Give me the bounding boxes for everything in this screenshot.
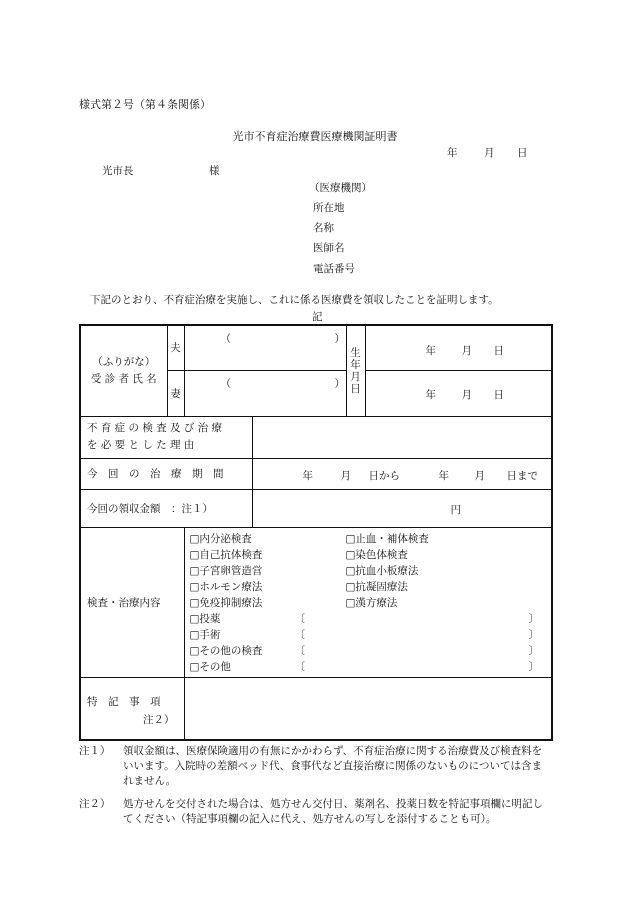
check-hormone[interactable]: □ホルモン療法 xyxy=(189,580,263,593)
reason-field[interactable] xyxy=(252,416,552,458)
check-endocrine[interactable]: □内分泌検査 xyxy=(189,532,252,545)
institution-heading: （医療機関） xyxy=(309,182,372,194)
wife-furigana-close: ） xyxy=(334,377,345,390)
husband-label: 夫 xyxy=(167,325,184,370)
check-kampo[interactable]: □漢方療法 xyxy=(345,596,398,609)
check-surgery[interactable]: □手術 xyxy=(189,628,221,641)
institution-doctor-label: 医師名 xyxy=(313,242,345,254)
surgery-bracket-open: 〔 xyxy=(294,628,305,641)
reason-label: 不 育 症 の 検 査 及 び 治 療 を 必 要 と し た 理 由 xyxy=(80,416,252,458)
institution-name-label: 名称 xyxy=(313,222,334,234)
note-1 xyxy=(79,744,549,789)
other-bracket-open: 〔 xyxy=(294,660,305,673)
other-bracket-close: 〕 xyxy=(528,660,539,673)
wife-label: 妻 xyxy=(167,370,184,416)
husband-furigana-open: （ xyxy=(220,333,231,345)
birthdate-label: 生 年 月 日 xyxy=(346,325,365,416)
note-2-text: 処方せんを交付された場合は、処方せん交付日、薬剤名、投薬日数を特記事項欄に明記してください（特記事項欄の記入に代え、処方せんの写しを添付することも可）。 xyxy=(123,798,543,825)
husband-name-field[interactable] xyxy=(184,325,346,370)
ki-heading: 記 xyxy=(312,311,323,323)
amount-label: 今回の領収金額 ：注１） xyxy=(80,489,252,527)
recipient-name-label-cell xyxy=(80,325,167,416)
wife-furigana-open: （ xyxy=(220,377,231,390)
amount-unit: 円 xyxy=(450,503,461,516)
date-year: 年 xyxy=(447,147,458,159)
date-month: 月 xyxy=(484,147,495,159)
document-title: 光市不育症治療費医療機関証明書 xyxy=(232,130,398,143)
addressee-honorific: 様 xyxy=(209,165,220,177)
check-chromosome[interactable]: □染色体検査 xyxy=(345,548,408,561)
check-antiplatelet[interactable]: □抗血小板療法 xyxy=(345,564,419,577)
period-label: 今 回 の 治 療 期 間 xyxy=(80,458,252,489)
remarks-label-cell xyxy=(80,677,184,740)
date-day: 日 xyxy=(517,147,528,159)
surgery-bracket-close: 〕 xyxy=(528,628,539,641)
other-exam-bracket-open: 〔 xyxy=(294,644,305,657)
wife-name-field[interactable] xyxy=(184,370,346,416)
check-hemostasis[interactable]: □止血・補体検査 xyxy=(345,532,429,545)
check-immunosuppression[interactable]: □免疫抑制療法 xyxy=(189,596,263,609)
husband-furigana-close: ） xyxy=(334,333,345,345)
remarks-label: 特 記 事 項 xyxy=(87,695,161,708)
note-2 xyxy=(79,797,549,827)
check-other[interactable]: □その他 xyxy=(189,660,231,673)
medication-bracket-open: 〔 xyxy=(294,612,305,625)
medication-bracket-close: 〕 xyxy=(528,612,539,625)
certificate-table xyxy=(79,324,553,741)
form-number: 様式第２号（第４条関係） xyxy=(79,98,211,111)
remarks-field[interactable] xyxy=(184,677,552,740)
recipient-name-label: 受 診 者 氏 名 xyxy=(90,372,157,385)
amount-field[interactable] xyxy=(252,489,552,527)
exam-checklist xyxy=(184,527,552,677)
check-medication[interactable]: □投薬 xyxy=(189,612,221,625)
note-2-mark: 注２） xyxy=(79,798,111,810)
remarks-note: 注２） xyxy=(143,713,175,726)
check-autoantibody[interactable]: □自己抗体検査 xyxy=(189,548,263,561)
institution-phone-label: 電話番号 xyxy=(313,263,355,275)
check-hsg[interactable]: □子宮卵管造営 xyxy=(189,564,263,577)
furigana-label: （ふりがな） xyxy=(92,355,156,368)
period-field[interactable]: 年 月 日から 年 月 日まで xyxy=(252,458,552,489)
exam-label: 検査・治療内容 xyxy=(80,527,184,677)
check-anticoagulant[interactable]: □抗凝固療法 xyxy=(345,580,408,593)
husband-birthdate-field[interactable]: 年 月 日 xyxy=(365,325,552,370)
note-1-mark: 注１） xyxy=(79,745,111,757)
note-1-text: 領収金額は、医療保険適用の有無にかかわらず、不育症治療に関する治療費及び検査料をいいます。入院時の差額ベッド代、食事代など直接治療に関係のないものについては含まれません。 xyxy=(123,745,543,787)
addressee-name: 光市長 xyxy=(102,165,134,177)
other-exam-bracket-close: 〕 xyxy=(528,644,539,657)
intro-text: 下記のとおり、不育症治療を実施し、これに係る医療費を領収したことを証明します。 xyxy=(90,294,499,306)
check-other-exam[interactable]: □その他の検査 xyxy=(189,644,263,657)
wife-birthdate-field[interactable]: 年 月 日 xyxy=(365,370,552,416)
institution-address-label: 所在地 xyxy=(313,202,345,214)
